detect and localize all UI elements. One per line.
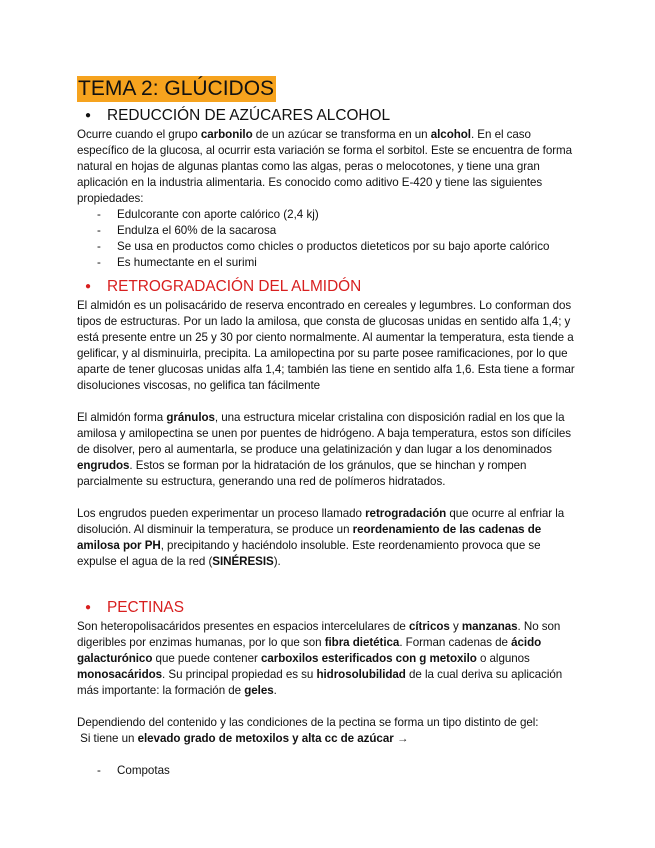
text-run: El almidón forma	[77, 411, 167, 424]
list-item-text: Edulcorante con aporte calórico (2,4 kj)	[117, 208, 319, 221]
properties-list	[77, 207, 577, 271]
bold-run: retrogradación	[365, 507, 447, 520]
bold-run: alcohol	[430, 128, 471, 141]
paragraph-gel-types: Dependiendo del contenido y las condiciones de la pectina se forma un tipo distinto de gel:	[77, 716, 539, 729]
text-run: . Su principal propiedad es su	[162, 668, 317, 681]
text-run: Ocurre cuando el grupo	[77, 128, 201, 141]
list-item-text: Endulza el 60% de la sacarosa	[117, 224, 277, 237]
text-run: Si tiene un	[77, 732, 138, 745]
section-heading-text: REDUCCIÓN DE AZÚCARES ALCOHOL	[107, 107, 391, 124]
text-run: Son heteropolisacáridos presentes en espacios intercelulares de	[77, 620, 409, 633]
section-heading-reduccion	[77, 106, 577, 126]
bold-run: gránulos	[166, 411, 215, 424]
section-heading-retrogradacion	[77, 277, 577, 297]
gel-list	[77, 763, 577, 779]
bold-run: carboxilos esterificados con g metoxilo	[260, 652, 477, 665]
text-run: , precipitando y haciéndolo insoluble. Este reordenamiento provoca que se expulse el agua de la red (	[77, 539, 541, 568]
list-item-text: Compotas	[117, 764, 170, 777]
section-heading-text: PECTINAS	[107, 599, 184, 616]
bullet-icon: ●	[85, 281, 92, 292]
bold-run: elevado grado de metoxilos y alta cc de azúcar	[137, 732, 394, 745]
dash-icon: -	[97, 764, 101, 777]
text-run: . No son digeribles por enzimas humanas, por lo que son	[77, 620, 561, 649]
list-item-text: Es humectante en el surimi	[117, 256, 257, 269]
list-item	[77, 255, 577, 271]
bold-run: reordenamiento de las cadenas de amilosa por PH	[77, 523, 542, 552]
dash-icon: -	[97, 240, 101, 253]
text-run: ).	[273, 555, 281, 568]
text-run: →	[393, 732, 409, 745]
text-run: de un azúcar se transforma en un	[252, 128, 431, 141]
bold-run: cítricos	[408, 620, 450, 633]
paragraph-granulos	[77, 410, 577, 490]
bold-run: geles	[244, 684, 274, 697]
bold-run: hidrosolubilidad	[316, 668, 406, 681]
text-run: de la cual deriva su aplicación más importante: la formación de	[77, 668, 563, 697]
paragraph-pectinas	[77, 619, 577, 699]
dash-icon: -	[97, 256, 101, 269]
text-run: . En el caso específico de la glucosa, al ocurrir esta variación se forma el sorbitol. Este se encuentra de forma natural en hojas de algunas plantas como las algas, peras o melocotones, y tiene una gran aplicación en la industria alimentaria. Es conocido como aditivo E-420 y tiene las siguientes propiedades:	[77, 128, 573, 205]
text-run: o algunos	[476, 652, 530, 665]
paragraph-metoxilos	[77, 731, 577, 747]
bold-run: ácido galacturónico	[77, 636, 542, 665]
list-item	[77, 763, 577, 779]
bold-run: carbonilo	[200, 128, 253, 141]
dash-icon: -	[97, 224, 101, 237]
text-run: y	[449, 620, 462, 633]
dash-icon: -	[97, 208, 101, 221]
bullet-icon: ●	[85, 110, 92, 121]
paragraph-reduccion	[77, 127, 577, 207]
bold-run: monosacáridos	[77, 668, 163, 681]
text-run: .	[273, 684, 277, 697]
text-run: . Forman cadenas de	[399, 636, 512, 649]
bold-run: SINÉRESIS	[212, 555, 274, 568]
text-run: Los engrudos pueden experimentar un proceso llamado	[77, 507, 366, 520]
bold-run: fibra dietética	[324, 636, 400, 649]
list-item	[77, 207, 577, 223]
list-item	[77, 239, 577, 255]
text-run: . Estos se forman por la hidratación de los gránulos, que se hinchan y rompen parcialmente su estructura, generando una red de polímeros hidratados.	[77, 459, 527, 488]
text-run: que puede contener	[152, 652, 261, 665]
list-item	[77, 223, 577, 239]
list-item-text: Se usa en productos como chicles o productos dieteticos por su bajo aporte calórico	[117, 240, 550, 253]
paragraph-almidon: El almidón es un polisacárido de reserva encontrado en cereales y legumbres. Lo conforman dos tipos de estructuras. Por un lado la amilosa, que consta de glucosas unidas en sentido alfa 1,4; y está presente entre un 25 y 30 por ciento normalmente. Al aumentar la temperatura, esta tiende a gelificar, y al disminuirla, precipita. La amilopectina por su parte posee ramificaciones, por lo que aparte de tener glucosas unidas alfa 1,4; también las tiene en sentido alfa 1,6. Esta tiene a formar disoluciones viscosas, no gelifica tan fácilmente	[77, 299, 575, 392]
text-run: , una estructura micelar cristalina con disposición radial en los que la amilosa y amilopectina se unen por puentes de hidrógeno. A baja temperatura, estos son difíciles de disolver, pero al aumentarla, se produce una gelatinización y dan lugar a los denominados	[77, 411, 572, 456]
section-heading-text: RETROGRADACIÓN DEL ALMIDÓN	[107, 278, 362, 295]
paragraph-engrudos	[77, 506, 577, 570]
document-page	[77, 76, 577, 779]
bold-run: engrudos	[77, 459, 130, 472]
bold-run: manzanas	[461, 620, 518, 633]
document-title: TEMA 2: GLÚCIDOS	[78, 77, 275, 100]
section-heading-pectinas	[77, 598, 577, 618]
text-run: que ocurre al enfriar la disolución. Al disminuir la temperatura, se produce un	[77, 507, 565, 536]
bullet-icon: ●	[85, 602, 92, 613]
